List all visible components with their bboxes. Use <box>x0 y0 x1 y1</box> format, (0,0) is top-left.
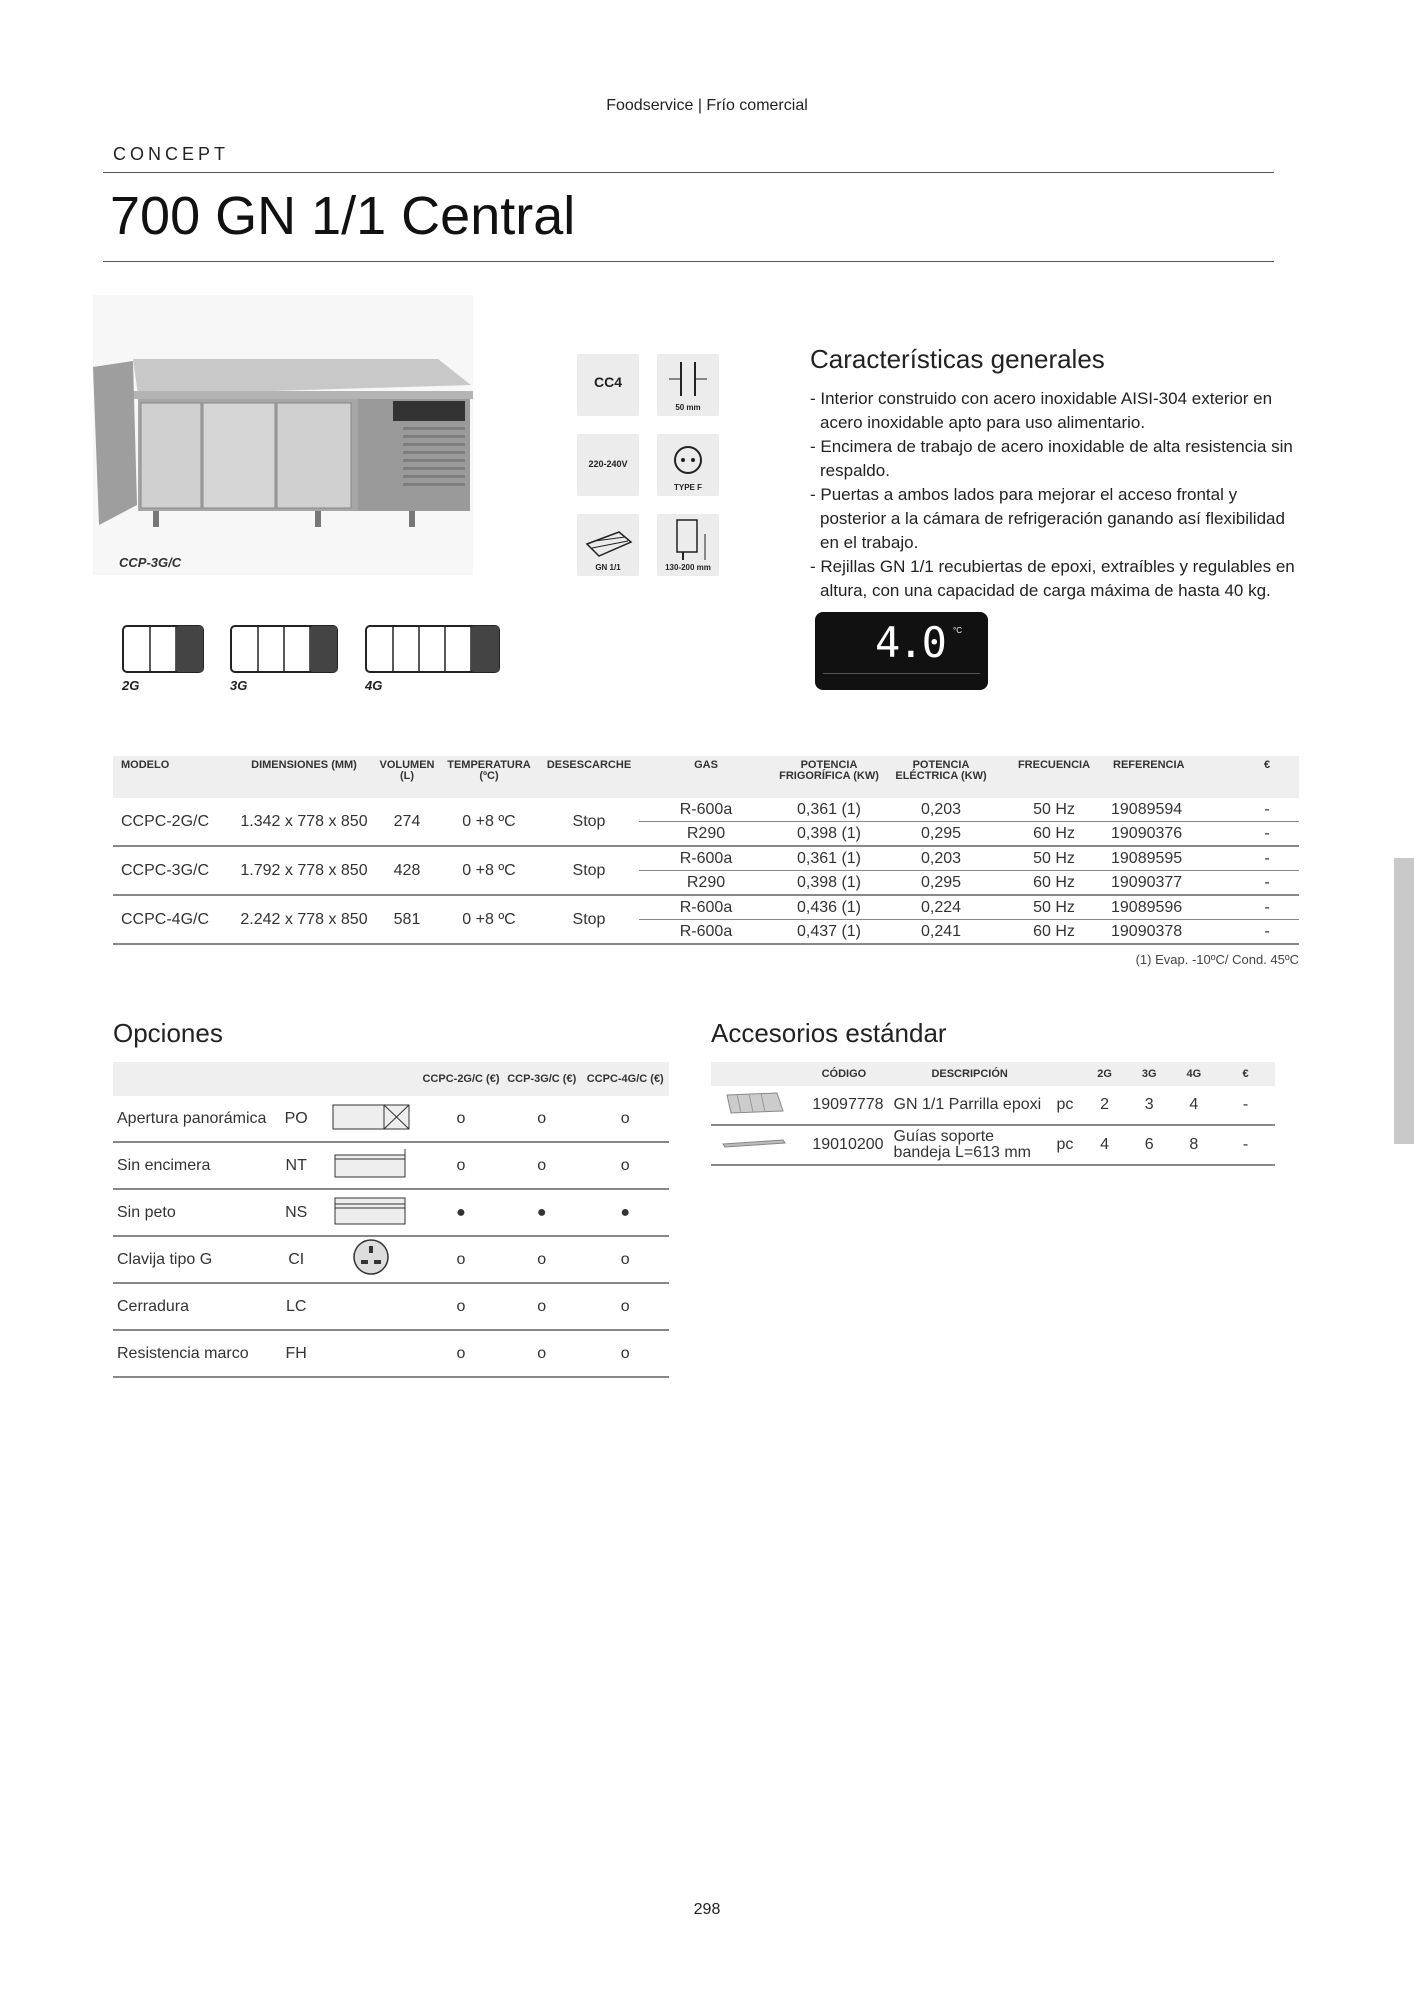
option-value: o <box>502 1330 581 1377</box>
voltage-label: 220-240V <box>588 459 628 469</box>
gas-cell: R290 <box>639 871 773 896</box>
cc4-label: CC4 <box>593 374 622 390</box>
defrost-cell: Stop <box>539 798 639 846</box>
option-value: o <box>420 1236 502 1283</box>
option-value: ● <box>420 1189 502 1236</box>
option-code: NS <box>271 1189 322 1236</box>
no-backsplash-icon <box>322 1189 420 1236</box>
model-cell: CCPC-4G/C <box>113 895 233 944</box>
display-value: 4.0 <box>875 618 945 667</box>
pe-cell: 0,295 <box>885 871 997 896</box>
option-code: PO <box>271 1096 322 1142</box>
dims-cell: 2.242 x 778 x 850 <box>233 895 375 944</box>
option-name: Sin peto <box>113 1189 271 1236</box>
features-title: Características generales <box>810 344 1105 374</box>
insulation-icon <box>657 354 719 416</box>
display-buttons <box>823 673 980 684</box>
acc-code: 19010200 <box>796 1125 891 1165</box>
photo-caption: CCP-3G/C <box>119 555 182 570</box>
option-value: o <box>502 1142 581 1189</box>
option-value: o <box>581 1283 669 1330</box>
accessories-table <box>711 1062 1275 1166</box>
gas-cell: R-600a <box>639 846 773 871</box>
col-header: FRECUENCIA <box>997 756 1111 798</box>
gas-cell: R-600a <box>639 920 773 945</box>
acc-unit: pc <box>1048 1125 1082 1165</box>
option-name: Sin encimera <box>113 1142 271 1189</box>
vol-cell: 581 <box>375 895 439 944</box>
panoramic-icon <box>322 1096 420 1142</box>
table-row <box>113 1236 669 1283</box>
feature-item: - Encimera de trabajo de acero inoxidable de alta resistencia sin respaldo. <box>810 437 1293 480</box>
gas-cell: R-600a <box>639 798 773 822</box>
accessories-title: Accesorios estándar <box>711 1018 947 1048</box>
col-header: DESESCARCHE <box>539 756 639 798</box>
col-header: DESCRIPCIÓN <box>892 1062 1048 1086</box>
option-code: CI <box>271 1236 322 1283</box>
ref-cell: 19090377 <box>1111 871 1235 896</box>
acc-qty: 6 <box>1127 1125 1172 1165</box>
price-cell: - <box>1235 895 1299 920</box>
spec-footnote: (1) Evap. -10ºC/ Cond. 45ºC <box>1135 952 1299 967</box>
acc-qty: 4 <box>1082 1125 1127 1165</box>
no-worktop-icon <box>322 1142 420 1189</box>
feature-item: - Interior construido con acero inoxidable AISI-304 exterior en acero inoxidable apto para uso alimentario. <box>810 389 1273 432</box>
option-value: o <box>581 1096 669 1142</box>
col-header: 4G <box>1171 1062 1216 1086</box>
ref-cell: 19089596 <box>1111 895 1235 920</box>
temp-cell: 0 +8 ºC <box>439 895 539 944</box>
option-value: o <box>502 1096 581 1142</box>
freq-cell: 60 Hz <box>997 871 1111 896</box>
options-table <box>113 1062 669 1378</box>
page-number: 298 <box>693 1901 721 1918</box>
option-value: o <box>581 1330 669 1377</box>
option-value: o <box>581 1236 669 1283</box>
options-title: Opciones <box>113 1018 223 1048</box>
option-code: FH <box>271 1330 322 1377</box>
option-value: o <box>420 1283 502 1330</box>
col-header: CCPC-2G/C (€) <box>420 1062 502 1096</box>
option-image-empty <box>322 1283 420 1330</box>
page-title: 700 GN 1/1 Central <box>110 186 576 246</box>
acc-qty: 3 <box>1127 1086 1172 1125</box>
acc-code: 19097778 <box>796 1086 891 1125</box>
table-row <box>711 1125 1275 1165</box>
freq-cell: 50 Hz <box>997 895 1111 920</box>
option-value: o <box>420 1142 502 1189</box>
gn-tray-label: GN 1/1 <box>595 563 621 572</box>
col-header: VOLUMEN (L) <box>375 756 439 798</box>
col-header: CCPC-4G/C (€) <box>581 1062 669 1096</box>
table-row <box>113 1096 669 1142</box>
option-value: o <box>420 1096 502 1142</box>
grid-shelf-icon <box>711 1086 796 1125</box>
defrost-cell: Stop <box>539 846 639 895</box>
col-header: GAS <box>639 756 773 798</box>
title-rule <box>103 261 1274 262</box>
ref-cell: 19089594 <box>1111 798 1235 822</box>
table-row <box>113 1189 669 1236</box>
acc-desc: GN 1/1 Parrilla epoxi <box>892 1086 1048 1125</box>
display-unit: °C <box>953 626 962 635</box>
col-header: 2G <box>1082 1062 1127 1086</box>
pe-cell: 0,203 <box>885 846 997 871</box>
option-name: Clavija tipo G <box>113 1236 271 1283</box>
gn-tray-icon <box>577 514 639 576</box>
pf-cell: 0,361 (1) <box>773 846 885 871</box>
gas-cell: R-600a <box>639 895 773 920</box>
plug-type-f-icon <box>657 434 719 496</box>
config-2g-icon <box>122 625 204 678</box>
config-4g-icon <box>365 625 500 678</box>
dims-cell: 1.792 x 778 x 850 <box>233 846 375 895</box>
pf-cell: 0,398 (1) <box>773 871 885 896</box>
pe-cell: 0,224 <box>885 895 997 920</box>
option-value: o <box>502 1283 581 1330</box>
col-header: REFERENCIA <box>1111 756 1235 798</box>
option-value: o <box>502 1236 581 1283</box>
option-name: Resistencia marco <box>113 1330 271 1377</box>
plug-type-label: TYPE F <box>673 483 702 492</box>
config-4g-label: 4G <box>365 678 383 693</box>
table-row <box>113 895 1299 920</box>
cc4-icon <box>577 354 639 416</box>
plug-g-icon <box>322 1236 420 1283</box>
voltage-icon <box>577 434 639 496</box>
table-row <box>113 846 1299 871</box>
pf-cell: 0,437 (1) <box>773 920 885 945</box>
temp-cell: 0 +8 ºC <box>439 846 539 895</box>
price-cell: - <box>1235 822 1299 847</box>
col-header: CÓDIGO <box>796 1062 891 1086</box>
model-cell: CCPC-2G/C <box>113 798 233 846</box>
pf-cell: 0,398 (1) <box>773 822 885 847</box>
acc-header-blank <box>711 1062 796 1086</box>
pe-cell: 0,203 <box>885 798 997 822</box>
table-row <box>113 1330 669 1377</box>
table-row <box>113 1142 669 1189</box>
config-3g-label: 3G <box>230 678 248 693</box>
acc-qty: 2 <box>1082 1086 1127 1125</box>
freq-cell: 50 Hz <box>997 846 1111 871</box>
pe-cell: 0,295 <box>885 822 997 847</box>
option-image-empty <box>322 1330 420 1377</box>
vol-cell: 428 <box>375 846 439 895</box>
section-header: Foodservice | Frío comercial <box>606 97 808 114</box>
gas-cell: R290 <box>639 822 773 847</box>
col-header: MODELO <box>113 756 233 798</box>
price-cell: - <box>1235 798 1299 822</box>
product-photo <box>93 295 473 575</box>
price-cell: - <box>1235 920 1299 945</box>
option-value: ● <box>581 1189 669 1236</box>
acc-desc: Guías soporte bandeja L=613 mm <box>892 1125 1048 1165</box>
vol-cell: 274 <box>375 798 439 846</box>
freq-cell: 60 Hz <box>997 822 1111 847</box>
acc-qty: 8 <box>1171 1125 1216 1165</box>
feature-item: - Rejillas GN 1/1 recubiertas de epoxi, extraíbles y regulables en altura, con una capacidad de carga máxima de hasta 40 kg. <box>810 557 1295 600</box>
table-row <box>711 1086 1275 1125</box>
col-header: € <box>1216 1062 1275 1086</box>
legs-height-icon <box>657 514 719 576</box>
pf-cell: 0,361 (1) <box>773 798 885 822</box>
features-list <box>810 387 1300 603</box>
col-header: DIMENSIONES (MM) <box>233 756 375 798</box>
options-header-blank <box>322 1062 420 1096</box>
acc-qty: 4 <box>1171 1086 1216 1125</box>
acc-price: - <box>1216 1125 1275 1165</box>
ref-cell: 19089595 <box>1111 846 1235 871</box>
col-header: CCP-3G/C (€) <box>502 1062 581 1096</box>
option-code: LC <box>271 1283 322 1330</box>
temp-cell: 0 +8 ºC <box>439 798 539 846</box>
col-header: € <box>1235 756 1299 798</box>
controller-display <box>815 612 988 690</box>
model-cell: CCPC-3G/C <box>113 846 233 895</box>
acc-header-blank <box>1048 1062 1082 1086</box>
option-code: NT <box>271 1142 322 1189</box>
freq-cell: 50 Hz <box>997 798 1111 822</box>
legs-height-label: 130-200 mm <box>665 563 711 572</box>
acc-unit: pc <box>1048 1086 1082 1125</box>
table-row <box>113 1283 669 1330</box>
option-name: Apertura panorámica <box>113 1096 271 1142</box>
pe-cell: 0,241 <box>885 920 997 945</box>
top-rule <box>103 172 1274 173</box>
acc-price: - <box>1216 1086 1275 1125</box>
brand-label: CONCEPT <box>113 144 230 164</box>
price-cell: - <box>1235 846 1299 871</box>
table-row <box>113 798 1299 822</box>
defrost-cell: Stop <box>539 895 639 944</box>
spec-table <box>113 756 1299 945</box>
config-3g-icon <box>230 625 338 678</box>
side-tab-marker <box>1394 858 1414 1144</box>
dims-cell: 1.342 x 778 x 850 <box>233 798 375 846</box>
pf-cell: 0,436 (1) <box>773 895 885 920</box>
option-name: Cerradura <box>113 1283 271 1330</box>
col-header: 3G <box>1127 1062 1172 1086</box>
options-header-blank <box>113 1062 271 1096</box>
guide-rail-icon <box>711 1125 796 1165</box>
options-header-blank <box>271 1062 322 1096</box>
config-2g-label: 2G <box>122 678 140 693</box>
option-value: o <box>420 1330 502 1377</box>
insulation-label: 50 mm <box>675 403 701 412</box>
feature-item: - Puertas a ambos lados para mejorar el acceso frontal y posterior a la cámara de refrigeración ganando así flexibilidad en el trabajo. <box>810 485 1285 552</box>
col-header: POTENCIA FRIGORÍFICA (KW) <box>773 756 885 798</box>
col-header: TEMPERATURA (ºC) <box>439 756 539 798</box>
price-cell: - <box>1235 871 1299 896</box>
ref-cell: 19090376 <box>1111 822 1235 847</box>
freq-cell: 60 Hz <box>997 920 1111 945</box>
ref-cell: 19090378 <box>1111 920 1235 945</box>
col-header: POTENCIA ELÉCTRICA (KW) <box>885 756 997 798</box>
option-value: o <box>581 1142 669 1189</box>
option-value: ● <box>502 1189 581 1236</box>
